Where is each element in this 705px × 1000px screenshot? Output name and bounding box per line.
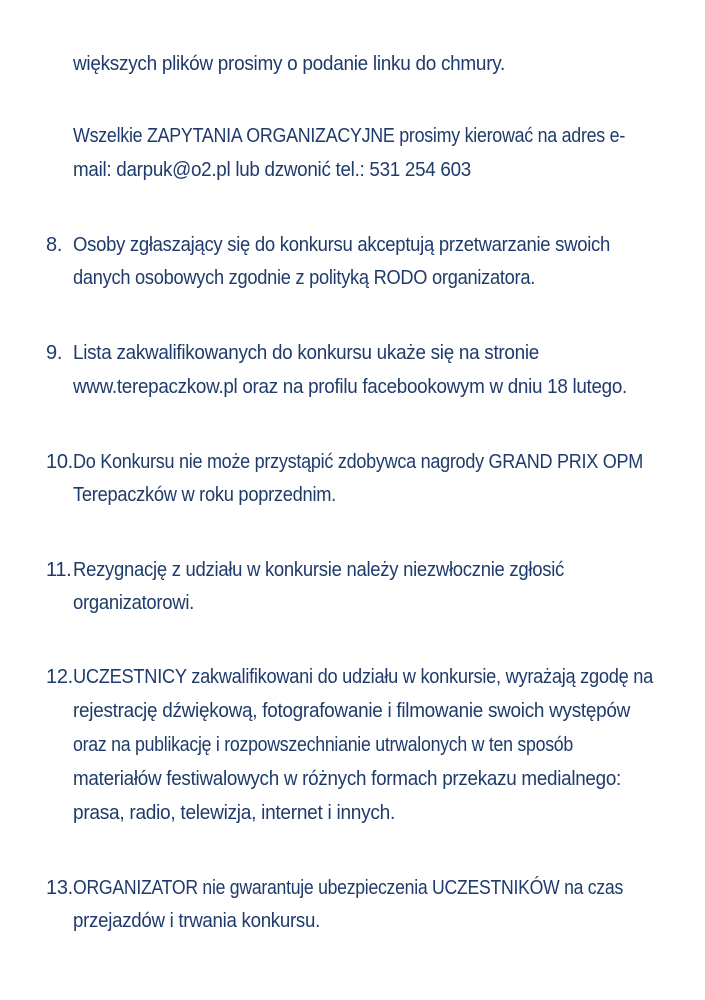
list-item-number: 13. (46, 877, 73, 899)
list-item-line: oraz na publikację i rozpowszechnianie utrwalonych w ten sposób (73, 734, 573, 756)
list-item-line: UCZESTNICY zakwalifikowani do udziału w konkursie, wyrażają zgodę na (73, 666, 653, 688)
list-item-number: 12. (46, 666, 73, 688)
list-item-number: 9. (46, 342, 63, 364)
list-item-line: Terepaczków w roku poprzednim. (73, 484, 336, 506)
list-item-line: Rezygnację z udziału w konkursie należy niezwłocznie zgłosić (73, 559, 564, 581)
list-item-line: organizatorowi. (73, 592, 194, 614)
list-item-line: rejestrację dźwiękową, fotografowanie i filmowanie swoich występów (73, 700, 630, 722)
list-item-number: 10. (46, 451, 73, 473)
list-item-number: 8. (46, 234, 63, 256)
list-item-line: Lista zakwalifikowanych do konkursu ukaże się na stronie (73, 342, 539, 364)
intro-line: większych plików prosimy o podanie linku do chmury. (73, 53, 505, 75)
list-item-line: Do Konkursu nie może przystąpić zdobywca nagrody GRAND PRIX OPM (73, 451, 643, 473)
list-item-line: materiałów festiwalowych w różnych formach przekazu medialnego: (73, 768, 621, 790)
list-item-line: ORGANIZATOR nie gwarantuje ubezpieczenia UCZESTNIKÓW na czas (73, 877, 623, 899)
list-item-line: przejazdów i trwania konkursu. (73, 910, 320, 932)
list-item-line: prasa, radio, telewizja, internet i innych. (73, 802, 395, 824)
list-item-line: Osoby zgłaszający się do konkursu akceptują przetwarzanie swoich (73, 234, 610, 256)
list-item-line: danych osobowych zgodnie z polityką RODO organizatora. (73, 267, 535, 289)
list-item-number: 11. (46, 559, 72, 581)
list-item-line: www.terepaczkow.pl oraz na profilu facebookowym w dniu 18 lutego. (73, 376, 627, 398)
intro-line: mail: darpuk@o2.pl lub dzwonić tel.: 531 254 603 (73, 159, 471, 181)
intro-line: Wszelkie ZAPYTANIA ORGANIZACYJNE prosimy kierować na adres e- (73, 125, 625, 147)
